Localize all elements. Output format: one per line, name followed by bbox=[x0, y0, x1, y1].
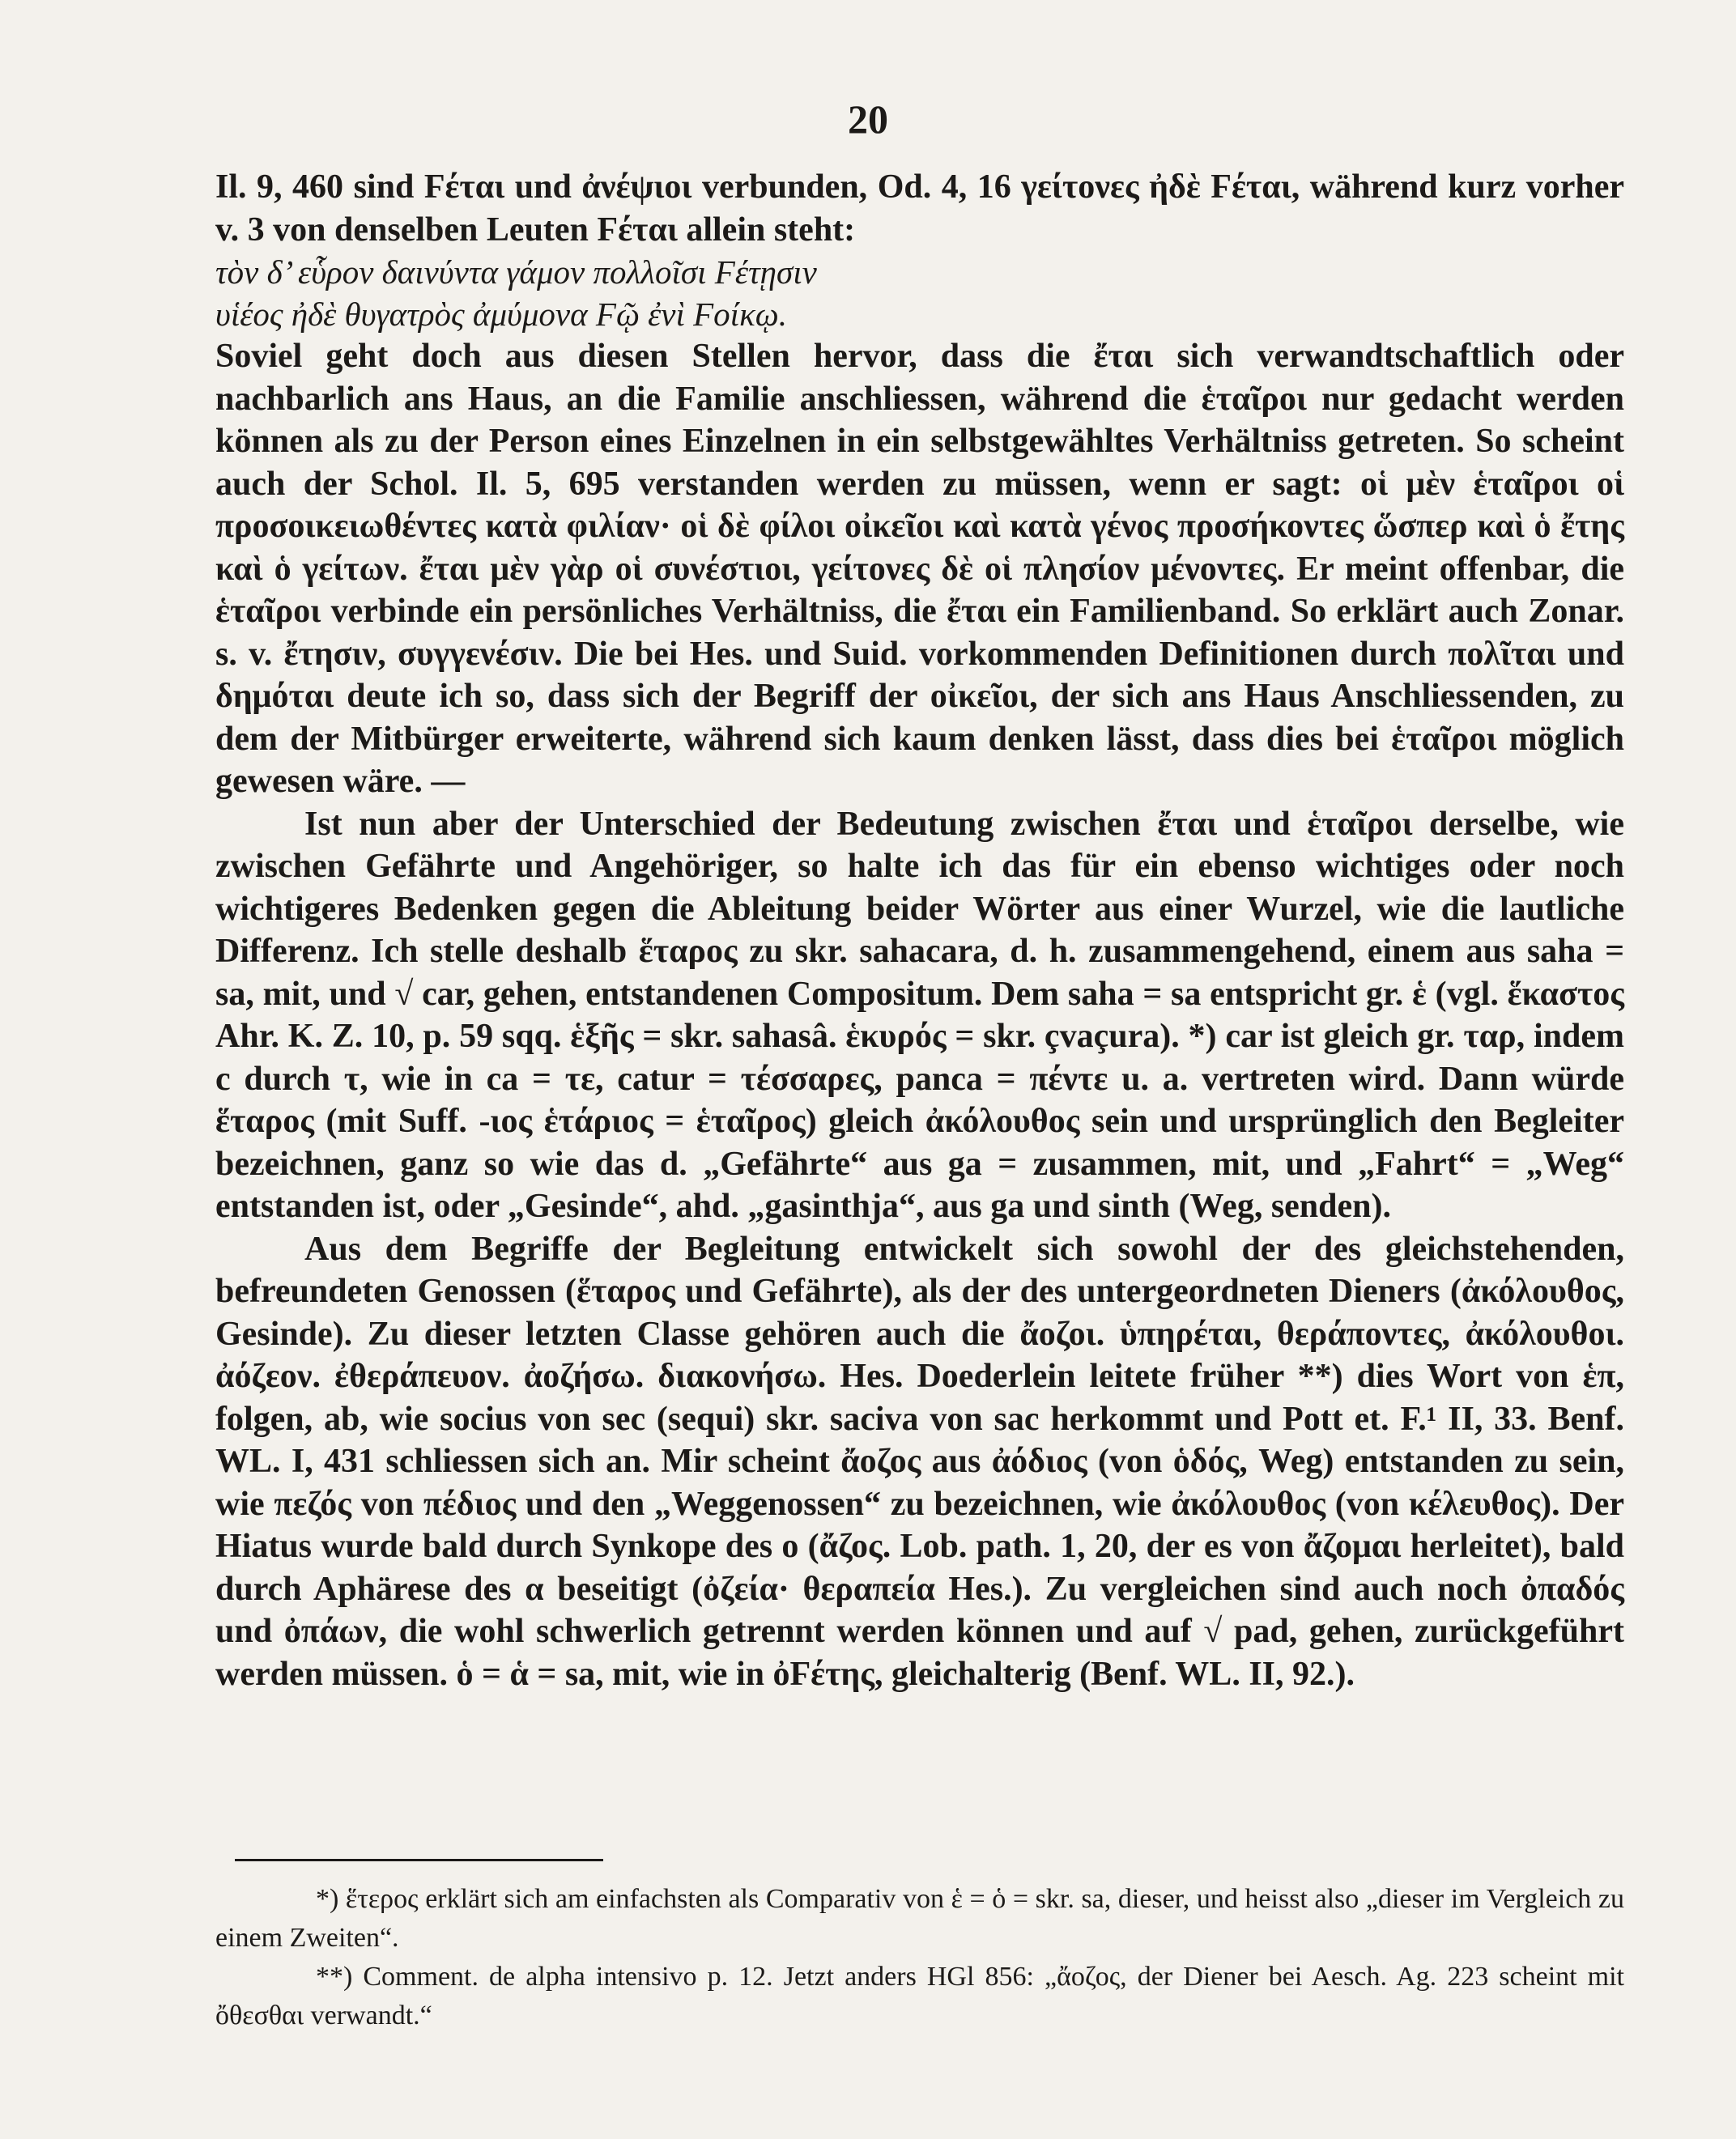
paragraph-3: Ist nun aber der Unterschied der Bedeutung zwischen ἔται und ἑταῖροι derselbe, wie zwischen Gefährte und Angehöriger, so halte ich das für ein ebenso wichtiges oder noch wichtigeres Bedenken gegen die Ableitung beider Wörter aus einer Wurzel, wie die lautliche Differenz. Ich stelle deshalb ἕταρος zu skr. sahacara, d. h. zusammengehend, einem aus saha = sa, mit, und √ car, gehen, entstandenen Compositum. Dem saha = sa entspricht gr. ἑ (vgl. ἕκαστος Ahr. K. Z. 10, p. 59 sqq. ἑξῆς = skr. sahasâ. ἑκυρός = skr. çvaçura). *) car ist gleich gr. ταρ, indem c durch τ, wie in ca = τε, catur = τέσσαρες, panca = πέντε u. a. vertreten wird. Dann würde ἕταρος (mit Suff. -ιος ἑτάριος = ἑταῖρος) gleich ἀκόλουθος sein und ursprünglich den Begleiter bezeichnen, ganz so wie das d. „Gefährte“ aus ga = zusammen, mit, und „Fahrt“ = „Weg“ entstanden ist, oder „Gesinde“, ahd. „gasinthja“, aus ga und sinth (Weg, senden). bbox=[215, 805, 1624, 1225]
footnote-rule bbox=[235, 1859, 603, 1861]
footnote-2: **) Comment. de alpha intensivo p. 12. Jetzt anders HGl 856: „ἄοζος, der Diener bei Aesch. Ag. 223 scheint mit ὄθεσθαι verwandt.“ bbox=[215, 1962, 1624, 2031]
paragraph-1: Il. 9, 460 sind Ϝέται und ἀνέψιοι verbunden, Od. 4, 16 γείτονες ἠδὲ Ϝέται, während kurz vorher v. 3 von denselben Leuten Ϝέται allein steht: bbox=[215, 168, 1624, 249]
verse-line-1: τὸν δ’ εὗρον δαινύντα γάμον πολλοῖσι Ϝέτῃσιν bbox=[215, 253, 817, 291]
paragraph-4: Aus dem Begriffe der Begleitung entwickelt sich sowohl der des gleichstehenden, befreundeten Genossen (ἕταρος und Gefährte), als der des untergeordneten Dieners (ἀκόλουθος, Gesinde). Zu dieser letzten Classe gehören auch die ἄοζοι. ὑπηρέται, θεράποντες, ἀκόλουθοι. ἀόζεον. ἐθεράπευον. ἀοζήσω. διακονήσω. Hes. Doederlein leitete früher **) dies Wort von ἑπ, folgen, ab, wie socius von sec (sequi) skr. saciva von sac herkommt und Pott et. F.¹ II, 33. Benf. WL. I, 431 schliessen sich an. Mir scheint ἄοζος aus ἀόδιος (von ὁδός, Weg) entstanden zu sein, wie πεζός von πέδιος und den „Weggenossen“ zu bezeichnen, wie ἀκόλουθος (von κέλευθος). Der Hiatus wurde bald durch Synkope des ο (ἄζος. Lob. path. 1, 20, der es von ἄζομαι herleitet), bald durch Aphärese des α beseitigt (ὀζεία· θεραπεία Hes.). Zu vergleichen sind auch noch ὀπαδός und ὀπάων, die wohl schwerlich getrennt werden können und auf √ pad, gehen, zurückgeführt werden müssen. ὁ = ἁ = sa, mit, wie in ὀϜέτης, gleichalterig (Benf. WL. II, 92.). bbox=[215, 1230, 1624, 1693]
main-text bbox=[215, 166, 1624, 1695]
footnotes bbox=[215, 1880, 1624, 2035]
footnote-1: *) ἕτερος erklärt sich am einfachsten als Comparativ von ἑ = ὁ = skr. sa, dieser, und heisst also „dieser im Vergleich zu einem Zweiten“. bbox=[215, 1884, 1624, 1953]
verse-line-2: υἱέος ἠδὲ θυγατρὸς ἀμύμονα Ϝῷ ἐνὶ Ϝοίκῳ. bbox=[215, 296, 787, 333]
page-number: 20 bbox=[848, 96, 888, 142]
paragraph-2: Soviel geht doch aus diesen Stellen hervor, dass die ἔται sich verwandtschaftlich oder nachbarlich ans Haus, an die Familie anschliessen, während die ἑταῖροι nur gedacht werden können als zu der Person eines Einzelnen in ein selbstgewähltes Verhältniss getreten. So scheint auch der Schol. Il. 5, 695 verstanden werden zu müssen, wenn er sagt: οἱ μὲν ἑταῖροι οἱ προσοικειωθέντες κατὰ φιλίαν· οἱ δὲ φίλοι οἰκεῖοι καὶ κατὰ γένος προσήκοντες ὥσπερ καὶ ὁ ἔτης καὶ ὁ γείτων. ἔται μὲν γὰρ οἱ συνέστιοι, γείτονες δὲ οἱ πλησίον μένοντες. Er meint offenbar, die ἑταῖροι verbinde ein persönliches Verhältniss, die ἔται ein Familienband. So erklärt auch Zonar. s. v. ἔτησιν, συγγενέσιν. Die bei Hes. und Suid. vorkommenden Definitionen durch πολῖται und δημόται deute ich so, dass sich der Begriff der οἰκεῖοι, der sich ans Haus Anschliessenden, zu dem der Mitbürger erweiterte, während sich kaum denken lässt, dass dies bei ἑταῖροι möglich gewesen wäre. — bbox=[215, 338, 1624, 800]
